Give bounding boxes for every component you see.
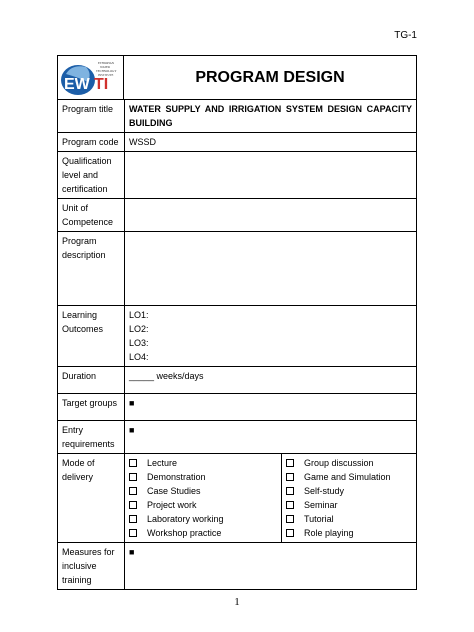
delivery-option[interactable]: Workshop practice [129,526,277,540]
label-entry: Entry requirements [58,421,125,454]
checkbox-icon[interactable] [129,459,137,467]
row-qualification [58,152,417,199]
delivery-option[interactable]: Group discussion [286,456,412,470]
value-delivery [125,454,417,543]
checkbox-icon[interactable] [286,459,294,467]
checkbox-icon[interactable] [286,473,294,481]
row-entry [58,421,417,454]
delivery-option[interactable]: Case Studies [129,484,277,498]
label-unit: Unit of Competence [58,199,125,232]
checkbox-icon[interactable] [286,515,294,523]
value-unit [125,199,417,232]
label-program-code: Program code [58,133,125,152]
delivery-option[interactable]: Tutorial [286,512,412,526]
checkbox-icon[interactable] [129,515,137,523]
row-unit [58,199,417,232]
row-inclusive [58,543,417,590]
label-duration: Duration [58,367,125,394]
program-design-form [57,55,417,590]
svg-text:WATER: WATER [100,65,110,69]
outcome-item: LO1: [129,310,149,320]
label-qualification: Qualification level and certification [58,152,125,199]
page-number: 1 [234,596,240,608]
checkbox-icon[interactable] [129,529,137,537]
checkbox-icon[interactable] [129,487,137,495]
label-inclusive: Measures for inclusive training [58,543,125,590]
row-program-title [58,100,417,133]
row-duration [58,367,417,394]
value-inclusive [125,543,417,590]
ewti-logo [58,56,124,99]
delivery-option[interactable]: Seminar [286,498,412,512]
delivery-options [125,454,416,542]
delivery-option[interactable]: Game and Simulation [286,470,412,484]
value-target [125,394,417,421]
value-qualification [125,152,417,199]
ewti-logo-graphic [58,56,123,99]
doc-code: TG-1 [394,30,417,41]
label-program-title: Program title [58,100,125,133]
row-description [58,232,417,306]
delivery-option[interactable]: Laboratory working [129,512,277,526]
row-program-code [58,133,417,152]
svg-text:INSTITUTE: INSTITUTE [98,73,114,77]
svg-text:ETHIOPIAN: ETHIOPIAN [98,61,114,65]
page-title: PROGRAM DESIGN [195,68,345,86]
value-outcomes [125,306,417,367]
program-table [57,100,417,590]
svg-text:TECHNOLOGY: TECHNOLOGY [96,69,117,73]
svg-text:EW: EW [64,76,90,93]
label-delivery: Mode of delivery [58,454,125,543]
label-target: Target groups [58,394,125,421]
delivery-option[interactable]: Project work [129,498,277,512]
value-duration: _____ weeks/days [125,367,417,394]
outcome-item: LO2: [129,324,149,334]
checkbox-icon[interactable] [129,473,137,481]
checkbox-icon[interactable] [286,529,294,537]
delivery-option[interactable]: Role playing [286,526,412,540]
form-header [57,55,417,100]
bullet-square-icon: ■ [129,547,135,557]
outcome-item: LO4: [129,352,149,362]
label-description: Program description [58,232,125,306]
delivery-option[interactable]: Self-study [286,484,412,498]
svg-text:TI: TI [94,76,109,93]
row-target [58,394,417,421]
bullet-square-icon: ■ [129,398,135,408]
checkbox-icon[interactable] [286,501,294,509]
outcome-item: LO3: [129,338,149,348]
value-description [125,232,417,306]
checkbox-icon[interactable] [129,501,137,509]
bullet-square-icon: ■ [129,425,135,435]
value-program-title: WATER SUPPLY AND IRRIGATION SYSTEM DESIGN CAPACITY BUILDING [125,100,417,133]
label-outcomes: Learning Outcomes [58,306,125,367]
row-outcomes [58,306,417,367]
checkbox-icon[interactable] [286,487,294,495]
value-program-code: WSSD [125,133,417,152]
value-entry [125,421,417,454]
row-delivery [58,454,417,543]
delivery-option[interactable]: Lecture [129,456,277,470]
delivery-option[interactable]: Demonstration [129,470,277,484]
